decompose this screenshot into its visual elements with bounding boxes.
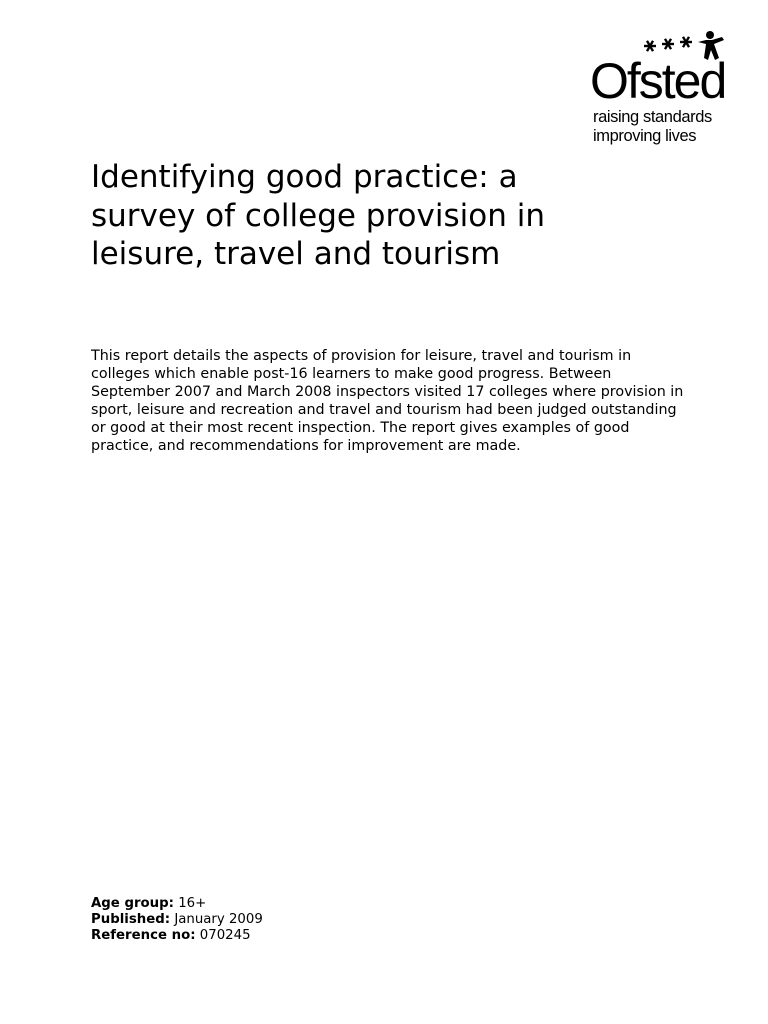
reference-label: Reference no: bbox=[91, 928, 196, 943]
tagline-line-1: raising standards bbox=[593, 108, 712, 126]
ofsted-wordmark: Ofsted bbox=[590, 53, 726, 109]
published-label: Published: bbox=[91, 912, 171, 927]
ofsted-logo bbox=[590, 30, 730, 146]
age-group-row bbox=[91, 896, 263, 912]
age-group-label: Age group: bbox=[91, 896, 174, 911]
published-value: January 2009 bbox=[174, 912, 263, 927]
age-group-value: 16+ bbox=[178, 896, 207, 911]
report-title: Identifying good practice: a survey of college provision in leisure, travel and tourism bbox=[91, 159, 545, 272]
ofsted-tagline bbox=[593, 108, 712, 146]
published-row bbox=[91, 912, 263, 928]
report-summary: This report details the aspects of provision for leisure, travel and tourism in colleges which enable post-16 learners to make good progress. Between September 2007 and March 2008 inspectors visited 17 colleges where provision in sport, leisure and recreation and travel and tourism had been judged outstanding or good at their most recent inspection. The report gives examples of good practice, and recommendations for improvement are made. bbox=[91, 348, 684, 454]
tagline-line-2: improving lives bbox=[593, 127, 697, 145]
report-metadata bbox=[91, 896, 263, 944]
reference-row bbox=[91, 928, 263, 944]
reference-value: 070245 bbox=[199, 928, 251, 943]
